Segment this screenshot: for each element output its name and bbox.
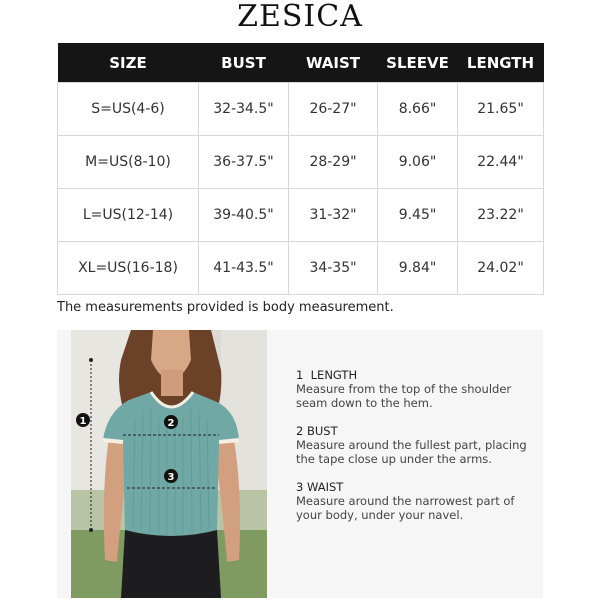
cell-bust: 36-37.5" [199, 136, 289, 189]
instruction-bust [296, 424, 536, 466]
instruction-waist [296, 480, 536, 522]
cell-sleeve: 9.45" [378, 189, 458, 242]
cell-length: 23.22" [458, 189, 544, 242]
header-size: SIZE [58, 43, 199, 83]
cell-waist: 31-32" [289, 189, 378, 242]
cell-bust: 32-34.5" [199, 83, 289, 136]
svg-text:1: 1 [79, 416, 87, 427]
instruction-title: BUST [306, 424, 338, 438]
cell-size: L=US(12-14) [58, 189, 199, 242]
table-header-row [58, 43, 544, 83]
table-row [58, 189, 544, 242]
instruction-number: 2 [296, 424, 304, 438]
model-illustration [71, 330, 267, 598]
instruction-title: WAIST [306, 480, 344, 494]
cell-sleeve: 9.06" [378, 136, 458, 189]
brand-logo: ZESICA [237, 0, 363, 34]
marker-bust [164, 415, 178, 429]
table-row [58, 136, 544, 189]
instruction-text: Measure around the narrowest part of your body, under your navel. [296, 494, 515, 522]
instruction-length [296, 368, 536, 410]
instruction-number: 1 [296, 368, 304, 382]
cell-sleeve: 8.66" [378, 83, 458, 136]
cell-size: M=US(8-10) [58, 136, 199, 189]
cell-length: 22.44" [458, 136, 544, 189]
cell-bust: 41-43.5" [199, 242, 289, 295]
model-photo [71, 330, 267, 598]
cell-waist: 26-27" [289, 83, 378, 136]
header-waist: WAIST [289, 43, 378, 83]
instruction-number: 3 [296, 480, 304, 494]
cell-bust: 39-40.5" [199, 189, 289, 242]
header-sleeve: SLEEVE [378, 43, 458, 83]
marker-waist [164, 469, 178, 483]
header-length: LENGTH [458, 43, 544, 83]
cell-length: 21.65" [458, 83, 544, 136]
measurement-instructions [296, 368, 536, 536]
table-row [58, 83, 544, 136]
svg-text:3: 3 [167, 472, 175, 483]
instruction-title: LENGTH [310, 368, 358, 382]
table-row [58, 242, 544, 295]
measurement-guide-panel [57, 330, 543, 598]
marker-length [76, 413, 90, 427]
instruction-text: Measure around the fullest part, placing the tape close up under the arms. [296, 438, 527, 466]
cell-size: XL=US(16-18) [58, 242, 199, 295]
cell-sleeve: 9.84" [378, 242, 458, 295]
measurement-note: The measurements provided is body measurement. [57, 300, 394, 315]
svg-text:2: 2 [167, 418, 175, 429]
instruction-text: Measure from the top of the shoulder seam down to the hem. [296, 382, 512, 410]
size-chart-table [57, 43, 544, 295]
cell-waist: 34-35" [289, 242, 378, 295]
cell-length: 24.02" [458, 242, 544, 295]
header-bust: BUST [199, 43, 289, 83]
cell-waist: 28-29" [289, 136, 378, 189]
cell-size: S=US(4-6) [58, 83, 199, 136]
